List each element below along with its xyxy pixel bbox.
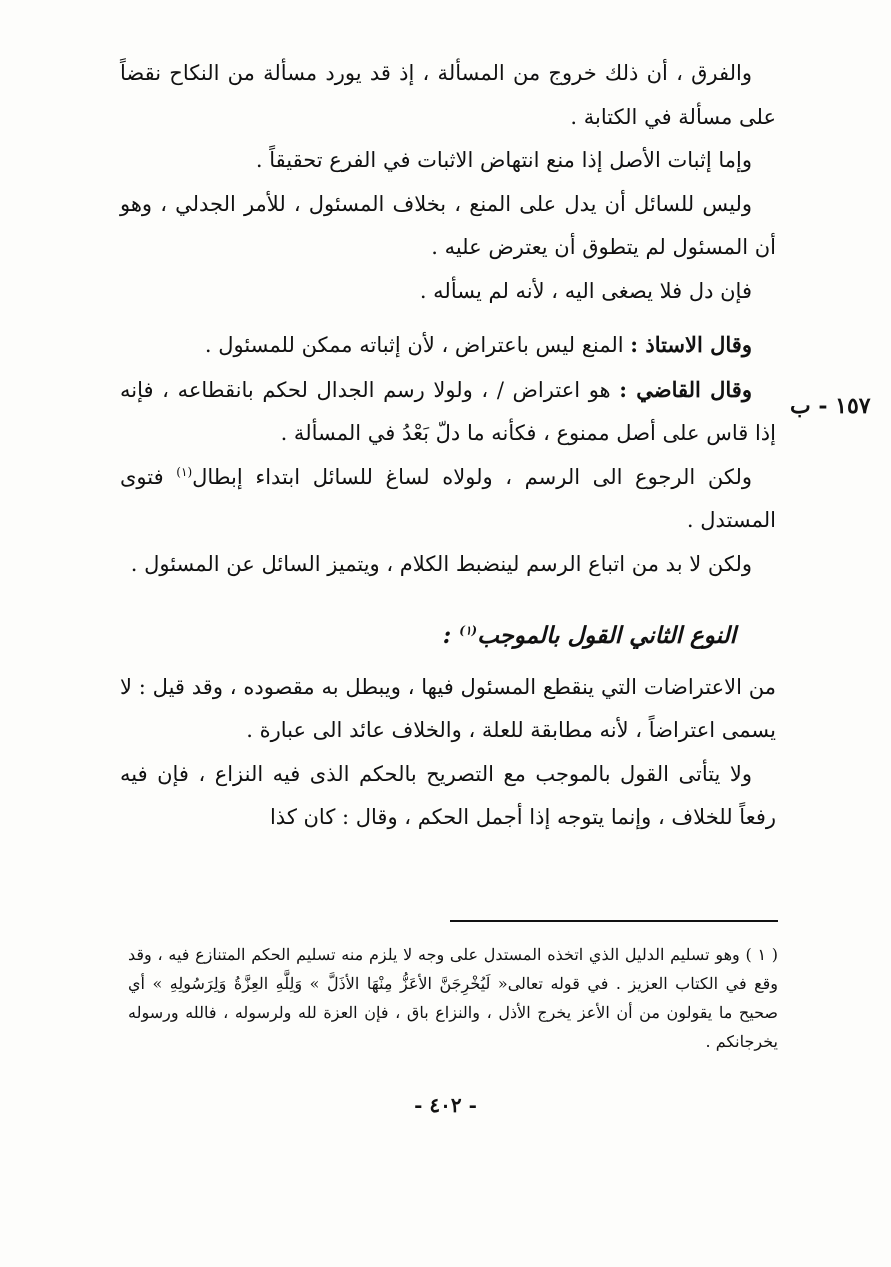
paragraph-tail: فتوى المستدل . — [120, 464, 776, 532]
paragraph-body: ولكن الرجوع الى الرسم ، ولولاه لساغ للسائل ابتداء إبطال — [192, 464, 752, 489]
paragraph — [120, 368, 776, 456]
paragraph: وإما إثبات الأصل إذا منع انتهاض الاثبات في الفرع تحقيقاً . — [255, 148, 752, 172]
page-number: - ٤٠٢ - — [414, 1093, 477, 1117]
main-text — [120, 52, 776, 840]
footnote-marker: (١) — [176, 464, 193, 479]
paragraph: وليس للسائل أن يدل على المنع ، بخلاف المسئول ، للأمر الجدلي ، وهو أن المسئول لم يتطوق أن يعترض عليه . — [120, 191, 776, 259]
paragraph: فإن دل فلا يصغى اليه ، لأنه لم يسأله . — [419, 278, 752, 303]
section-heading — [120, 614, 736, 658]
footnotes — [128, 940, 778, 1056]
paragraph-lead: وقال القاضي : — [619, 376, 752, 402]
paragraph — [120, 323, 776, 368]
paragraph — [120, 456, 776, 543]
heading-tail: : — [442, 622, 460, 649]
paragraph: والفرق ، أن ذلك خروج من المسألة ، إذ قد يورد مسألة من النكاح نقضاً على مسألة في الكتابة . — [120, 61, 776, 129]
paragraph: ولا يتأتى القول بالموجب مع التصريح بالحكم الذى فيه النزاع ، فإن فيه رفعاً للخلاف ، وإنما يتوجه إذا أجمل الحكم ، وقال : كان كذا — [120, 761, 776, 829]
margin-folio-note: ١٥٧ - ب — [790, 393, 871, 419]
paragraph-body: هو اعتراض / ، ولولا رسم الجدال لحكم بانقطاعه ، فإنه إذا قاس على أصل ممنوع ، فكأنه ما دلّ بَعْدُ في المسألة . — [120, 377, 776, 445]
footnote: ( ١ ) وهو تسليم الدليل الذي اتخذه المستدل على وجه لا يلزم منه تسليم الحكم المتنازع فيه ، وقد وقع في الكتاب العزيز . في قوله تعالى« لَيُخْرِجَنَّ الأعَزُّ مِنْهَا الأذَلَّ » وَلِلَّهِ العِزَّةُ وَلِرَسُولِهِ » أي صحيح ما يقولون من أن الأعز يخرج الأذل ، والنزاع باق ، فإن العزة لله ولرسوله ، فالله ورسوله يخرجانكم . — [128, 945, 779, 1051]
paragraph: ولكن لا بد من اتباع الرسم لينضبط الكلام ، ويتميز السائل عن المسئول . — [130, 551, 752, 576]
footnote-divider — [450, 920, 778, 922]
paragraph-lead: وقال الاستاذ : — [630, 332, 752, 357]
paragraph: من الاعتراضات التي ينقطع المسئول فيها ، ويبطل به مقصوده ، وقد قيل : لا يسمى اعتراضاً ، لأنه مطابقة للعلة ، والخلاف عائد الى عبارة . — [120, 674, 776, 742]
heading-text: النوع الثاني القول بالموجب — [477, 622, 736, 649]
footnote-marker: (١) — [459, 623, 478, 638]
paragraph-body: المنع ليس باعتراض ، لأن إثباته ممكن للمسئول . — [204, 333, 631, 357]
